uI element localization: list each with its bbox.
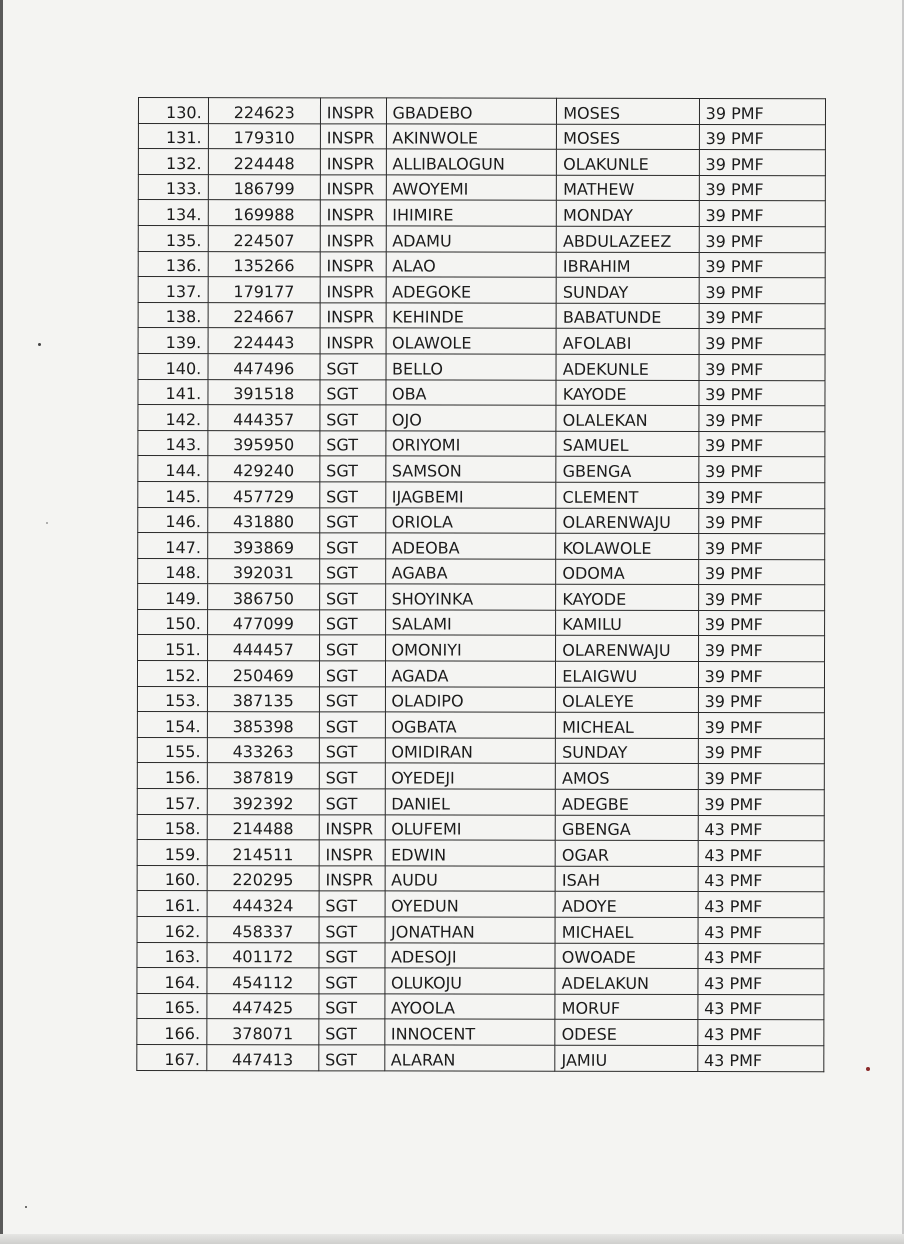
first-name-cell: MICHAEL — [555, 917, 697, 943]
surname-cell: OYEDEJI — [385, 763, 556, 789]
unit-cell: 39 PMF — [698, 482, 824, 508]
table-row — [137, 737, 824, 764]
force-number-cell: 401172 — [207, 942, 319, 968]
surname-cell: ADESOJI — [384, 943, 555, 969]
first-name-cell: OWOADE — [555, 943, 697, 969]
serial-number-cell: 155. — [137, 737, 207, 763]
force-number-cell: 179177 — [208, 277, 320, 303]
first-name-cell: ADEGBE — [555, 789, 697, 815]
serial-number-cell: 151. — [138, 635, 208, 661]
surname-cell: INNOCENT — [384, 1019, 555, 1045]
first-name-cell: GBENGA — [555, 815, 697, 841]
force-number-cell: 169988 — [208, 200, 320, 226]
rank-cell: SGT — [320, 379, 386, 405]
first-name-cell: CLEMENT — [556, 482, 698, 508]
personnel-table — [136, 97, 826, 1072]
table-row — [138, 405, 825, 432]
unit-cell: 39 PMF — [698, 508, 824, 534]
unit-cell: 39 PMF — [699, 201, 825, 227]
table-row — [138, 353, 825, 380]
serial-number-cell: 144. — [138, 456, 208, 482]
scan-speck — [46, 522, 48, 524]
first-name-cell: MONDAY — [557, 201, 699, 227]
serial-number-cell: 165. — [137, 993, 207, 1019]
unit-cell: 39 PMF — [699, 329, 825, 355]
surname-cell: DANIEL — [385, 789, 556, 815]
serial-number-cell: 161. — [137, 891, 207, 917]
rank-cell: SGT — [319, 661, 385, 687]
serial-number-cell: 138. — [138, 302, 208, 328]
force-number-cell: 457729 — [207, 482, 319, 508]
rank-cell: INSPR — [319, 814, 385, 840]
unit-cell: 43 PMF — [698, 815, 824, 841]
first-name-cell: ADEKUNLE — [556, 354, 698, 380]
surname-cell: KEHINDE — [386, 303, 557, 329]
force-number-cell: 386750 — [207, 584, 319, 610]
unit-cell: 39 PMF — [699, 278, 825, 304]
table-row — [138, 200, 825, 227]
table-row — [137, 993, 824, 1020]
unit-cell: 43 PMF — [698, 1020, 824, 1046]
serial-number-cell: 145. — [138, 481, 208, 507]
serial-number-cell: 136. — [138, 251, 208, 277]
first-name-cell: KAMILU — [556, 610, 698, 636]
rank-cell: SGT — [319, 559, 385, 585]
rank-cell: INSPR — [320, 226, 386, 252]
first-name-cell: IBRAHIM — [556, 252, 698, 278]
first-name-cell: MATHEW — [557, 175, 699, 201]
scan-speck — [25, 1206, 27, 1208]
serial-number-cell: 140. — [138, 353, 208, 379]
surname-cell: AYOOLA — [384, 994, 555, 1020]
table-row — [137, 916, 824, 943]
first-name-cell: MOSES — [557, 124, 699, 150]
force-number-cell: 444357 — [208, 405, 320, 431]
serial-number-cell: 160. — [137, 865, 207, 891]
surname-cell: AKINWOLE — [386, 124, 557, 150]
table-row — [137, 789, 824, 816]
surname-cell: ALLIBALOGUN — [386, 149, 557, 175]
first-name-cell: ADOYE — [555, 892, 697, 918]
unit-cell: 39 PMF — [698, 636, 824, 662]
table-row — [138, 533, 825, 560]
serial-number-cell: 142. — [138, 405, 208, 431]
unit-cell: 39 PMF — [699, 150, 825, 176]
force-number-cell: 429240 — [208, 456, 320, 482]
surname-cell: AWOYEMI — [386, 175, 557, 201]
rank-cell: SGT — [319, 1045, 385, 1071]
force-number-cell: 395950 — [208, 430, 320, 456]
unit-cell: 39 PMF — [698, 534, 824, 560]
force-number-cell: 391518 — [208, 379, 320, 405]
serial-number-cell: 137. — [138, 277, 208, 303]
force-number-cell: 224443 — [208, 328, 320, 354]
table-row — [138, 149, 825, 176]
rank-cell: SGT — [320, 431, 386, 457]
unit-cell: 39 PMF — [698, 764, 824, 790]
first-name-cell: SUNDAY — [556, 738, 698, 764]
first-name-cell: ELAIGWU — [556, 661, 698, 687]
force-number-cell: 393869 — [207, 533, 319, 559]
serial-number-cell: 166. — [137, 1019, 207, 1045]
rank-cell: SGT — [319, 891, 385, 917]
serial-number-cell: 167. — [137, 1044, 207, 1070]
surname-cell: ADEGOKE — [386, 277, 557, 303]
surname-cell: OLUKOJU — [384, 968, 555, 994]
rank-cell: SGT — [319, 738, 385, 764]
unit-cell: 39 PMF — [698, 585, 824, 611]
serial-number-cell: 132. — [138, 149, 208, 175]
rank-cell: SGT — [319, 789, 385, 815]
serial-number-cell: 157. — [137, 789, 207, 815]
first-name-cell: AFOLABI — [556, 329, 698, 355]
rank-cell: INSPR — [320, 123, 386, 149]
unit-cell: 39 PMF — [699, 226, 825, 252]
unit-cell: 39 PMF — [698, 687, 824, 713]
serial-number-cell: 146. — [138, 507, 208, 533]
surname-cell: IJAGBEMI — [385, 482, 556, 508]
force-number-cell: 214488 — [207, 814, 319, 840]
rank-cell: SGT — [320, 482, 386, 508]
table-row — [138, 584, 825, 611]
surname-cell: ADAMU — [386, 226, 557, 252]
first-name-cell: ABDULAZEEZ — [556, 226, 698, 252]
force-number-cell: 224623 — [208, 98, 320, 124]
serial-number-cell: 153. — [137, 686, 207, 712]
surname-cell: OBA — [385, 379, 556, 405]
rank-cell: INSPR — [320, 328, 386, 354]
surname-cell: EDWIN — [385, 840, 556, 866]
force-number-cell: 214511 — [207, 840, 319, 866]
first-name-cell: GBENGA — [556, 457, 698, 483]
force-number-cell: 224507 — [208, 226, 320, 252]
serial-number-cell: 141. — [138, 379, 208, 405]
rank-cell: INSPR — [319, 866, 385, 892]
rank-cell: SGT — [319, 712, 385, 738]
first-name-cell: ODESE — [555, 1020, 697, 1046]
serial-number-cell: 135. — [138, 225, 208, 251]
serial-number-cell: 133. — [138, 174, 208, 200]
first-name-cell: KOLAWOLE — [556, 533, 698, 559]
table-row — [138, 430, 825, 457]
unit-cell: 39 PMF — [699, 380, 825, 406]
force-number-cell: 385398 — [207, 712, 319, 738]
first-name-cell: MOSES — [557, 98, 699, 124]
surname-cell: BELLO — [386, 354, 557, 380]
serial-number-cell: 149. — [138, 584, 208, 610]
rank-cell: INSPR — [319, 840, 385, 866]
force-number-cell: 387135 — [207, 686, 319, 712]
unit-cell: 39 PMF — [699, 175, 825, 201]
table-row — [137, 1044, 824, 1071]
first-name-cell: OLALEYE — [556, 687, 698, 713]
force-number-cell: 378071 — [207, 1019, 319, 1045]
first-name-cell: OLAKUNLE — [557, 149, 699, 175]
unit-cell: 39 PMF — [698, 610, 824, 636]
serial-number-cell: 152. — [137, 661, 207, 687]
scan-speck — [38, 343, 41, 346]
rank-cell: SGT — [320, 405, 386, 431]
serial-number-cell: 158. — [137, 814, 207, 840]
scan-speck — [866, 1067, 870, 1071]
surname-cell: ORIOLA — [385, 507, 556, 533]
rank-cell: SGT — [319, 610, 385, 636]
unit-cell: 39 PMF — [698, 662, 824, 688]
first-name-cell: SUNDAY — [556, 277, 698, 303]
table-row — [137, 661, 824, 688]
serial-number-cell: 148. — [138, 558, 208, 584]
surname-cell: OLADIPO — [385, 687, 556, 713]
serial-number-cell: 156. — [137, 763, 207, 789]
force-number-cell: 387819 — [207, 763, 319, 789]
surname-cell: OLAWOLE — [386, 328, 557, 354]
table-row — [138, 609, 825, 636]
rank-cell: SGT — [319, 942, 385, 968]
table-row — [137, 763, 824, 790]
page-bottom-edge — [0, 1234, 904, 1244]
table-row — [138, 456, 825, 483]
table-row — [137, 942, 824, 969]
unit-cell: 43 PMF — [698, 892, 824, 918]
table-row — [138, 98, 825, 125]
first-name-cell: OGAR — [555, 840, 697, 866]
first-name-cell: KAYODE — [556, 380, 698, 406]
unit-cell: 39 PMF — [698, 559, 824, 585]
first-name-cell: KAYODE — [556, 585, 698, 611]
table-row — [138, 174, 825, 201]
table-row — [138, 635, 825, 662]
serial-number-cell: 134. — [138, 200, 208, 226]
first-name-cell: AMOS — [556, 764, 698, 790]
rank-cell: SGT — [319, 1019, 385, 1045]
surname-cell: OLUFEMI — [385, 815, 556, 841]
unit-cell: 43 PMF — [698, 994, 824, 1020]
serial-number-cell: 159. — [137, 840, 207, 866]
force-number-cell: 444457 — [207, 635, 319, 661]
surname-cell: JONATHAN — [385, 917, 556, 943]
unit-cell: 43 PMF — [698, 969, 824, 995]
rank-cell: SGT — [319, 917, 385, 943]
force-number-cell: 250469 — [207, 661, 319, 687]
unit-cell: 43 PMF — [698, 866, 824, 892]
first-name-cell: JAMIU — [555, 1045, 697, 1071]
surname-cell: OYEDUN — [385, 891, 556, 917]
surname-cell: OJO — [385, 405, 556, 431]
force-number-cell: 224448 — [208, 149, 320, 175]
force-number-cell: 431880 — [207, 507, 319, 533]
surname-cell: ORIYOMI — [385, 431, 556, 457]
unit-cell: 39 PMF — [699, 124, 825, 150]
rank-cell: SGT — [319, 584, 385, 610]
unit-cell: 39 PMF — [699, 98, 825, 124]
first-name-cell: OLARENWAJU — [556, 508, 698, 534]
serial-number-cell: 150. — [138, 609, 208, 635]
table-row — [138, 225, 825, 252]
rank-cell: SGT — [319, 635, 385, 661]
table-row — [138, 481, 825, 508]
serial-number-cell: 154. — [137, 712, 207, 738]
unit-cell: 39 PMF — [699, 431, 825, 457]
force-number-cell: 447496 — [208, 354, 320, 380]
unit-cell: 43 PMF — [697, 1045, 823, 1071]
rank-cell: INSPR — [320, 175, 386, 201]
first-name-cell: ODOMA — [556, 559, 698, 585]
serial-number-cell: 139. — [138, 328, 208, 354]
first-name-cell: ADELAKUN — [555, 968, 697, 994]
table-row — [138, 507, 825, 534]
page-left-edge — [0, 0, 3, 1244]
serial-number-cell: 143. — [138, 430, 208, 456]
rank-cell: SGT — [320, 354, 386, 380]
serial-number-cell: 162. — [137, 916, 207, 942]
force-number-cell: 477099 — [207, 609, 319, 635]
rank-cell: INSPR — [320, 98, 386, 124]
table-row — [137, 968, 824, 995]
rank-cell: INSPR — [320, 251, 386, 277]
surname-cell: ADEOBA — [385, 533, 556, 559]
table-row — [138, 277, 825, 304]
rank-cell: SGT — [319, 686, 385, 712]
rank-cell: INSPR — [320, 303, 386, 329]
force-number-cell: 135266 — [208, 251, 320, 277]
rank-cell: INSPR — [320, 200, 386, 226]
surname-cell: AGABA — [385, 559, 556, 585]
unit-cell: 39 PMF — [699, 252, 825, 278]
force-number-cell: 220295 — [207, 865, 319, 891]
first-name-cell: OLALEKAN — [556, 405, 698, 431]
unit-cell: 39 PMF — [699, 354, 825, 380]
surname-cell: AGADA — [385, 661, 556, 687]
unit-cell: 43 PMF — [698, 841, 824, 867]
force-number-cell: 392392 — [207, 789, 319, 815]
unit-cell: 43 PMF — [698, 943, 824, 969]
unit-cell: 39 PMF — [698, 713, 824, 739]
unit-cell: 39 PMF — [699, 457, 825, 483]
rank-cell: SGT — [320, 507, 386, 533]
first-name-cell: MORUF — [555, 994, 697, 1020]
table-row — [137, 891, 824, 918]
rank-cell: SGT — [319, 763, 385, 789]
serial-number-cell: 163. — [137, 942, 207, 968]
table-row — [137, 840, 824, 867]
force-number-cell: 224667 — [208, 302, 320, 328]
unit-cell: 43 PMF — [698, 917, 824, 943]
table-row — [138, 558, 825, 585]
serial-number-cell: 130. — [138, 98, 208, 124]
rank-cell: INSPR — [320, 149, 386, 175]
surname-cell: ALAO — [386, 251, 557, 277]
serial-number-cell: 131. — [138, 123, 208, 149]
serial-number-cell: 164. — [137, 968, 207, 994]
surname-cell: SALAMI — [385, 610, 556, 636]
unit-cell: 39 PMF — [699, 406, 825, 432]
table-row — [137, 712, 824, 739]
first-name-cell: SAMUEL — [556, 431, 698, 457]
table-row — [137, 814, 824, 841]
surname-cell: SAMSON — [385, 456, 556, 482]
force-number-cell: 458337 — [207, 917, 319, 943]
first-name-cell: ISAH — [555, 866, 697, 892]
surname-cell: SHOYINKA — [385, 584, 556, 610]
force-number-cell: 186799 — [208, 174, 320, 200]
first-name-cell: MICHEAL — [556, 712, 698, 738]
surname-cell: OGBATA — [385, 712, 556, 738]
force-number-cell: 392031 — [207, 558, 319, 584]
rank-cell: SGT — [319, 994, 385, 1020]
surname-cell: ALARAN — [384, 1045, 555, 1071]
surname-cell: OMONIYI — [385, 635, 556, 661]
rank-cell: SGT — [319, 968, 385, 994]
table-row — [137, 1019, 824, 1046]
surname-cell: AUDU — [385, 866, 556, 892]
force-number-cell: 447413 — [207, 1045, 319, 1071]
unit-cell: 39 PMF — [698, 738, 824, 764]
force-number-cell: 454112 — [207, 968, 319, 994]
surname-cell: IHIMIRE — [386, 200, 557, 226]
surname-cell: GBADEBO — [386, 98, 557, 124]
table-row — [137, 686, 824, 713]
table-row — [138, 302, 825, 329]
rank-cell: INSPR — [320, 277, 386, 303]
first-name-cell: OLARENWAJU — [556, 636, 698, 662]
table-row — [138, 328, 825, 355]
unit-cell: 39 PMF — [698, 790, 824, 816]
force-number-cell: 433263 — [207, 737, 319, 763]
force-number-cell: 447425 — [207, 993, 319, 1019]
personnel-table-body — [137, 98, 826, 1072]
rank-cell: SGT — [320, 456, 386, 482]
serial-number-cell: 147. — [138, 533, 208, 559]
table-row — [137, 865, 824, 892]
unit-cell: 39 PMF — [699, 303, 825, 329]
force-number-cell: 444324 — [207, 891, 319, 917]
first-name-cell: BABATUNDE — [556, 303, 698, 329]
table-row — [138, 251, 825, 278]
force-number-cell: 179310 — [208, 123, 320, 149]
table-row — [138, 379, 825, 406]
surname-cell: OMIDIRAN — [385, 738, 556, 764]
table-row — [138, 123, 825, 150]
rank-cell: SGT — [320, 533, 386, 559]
